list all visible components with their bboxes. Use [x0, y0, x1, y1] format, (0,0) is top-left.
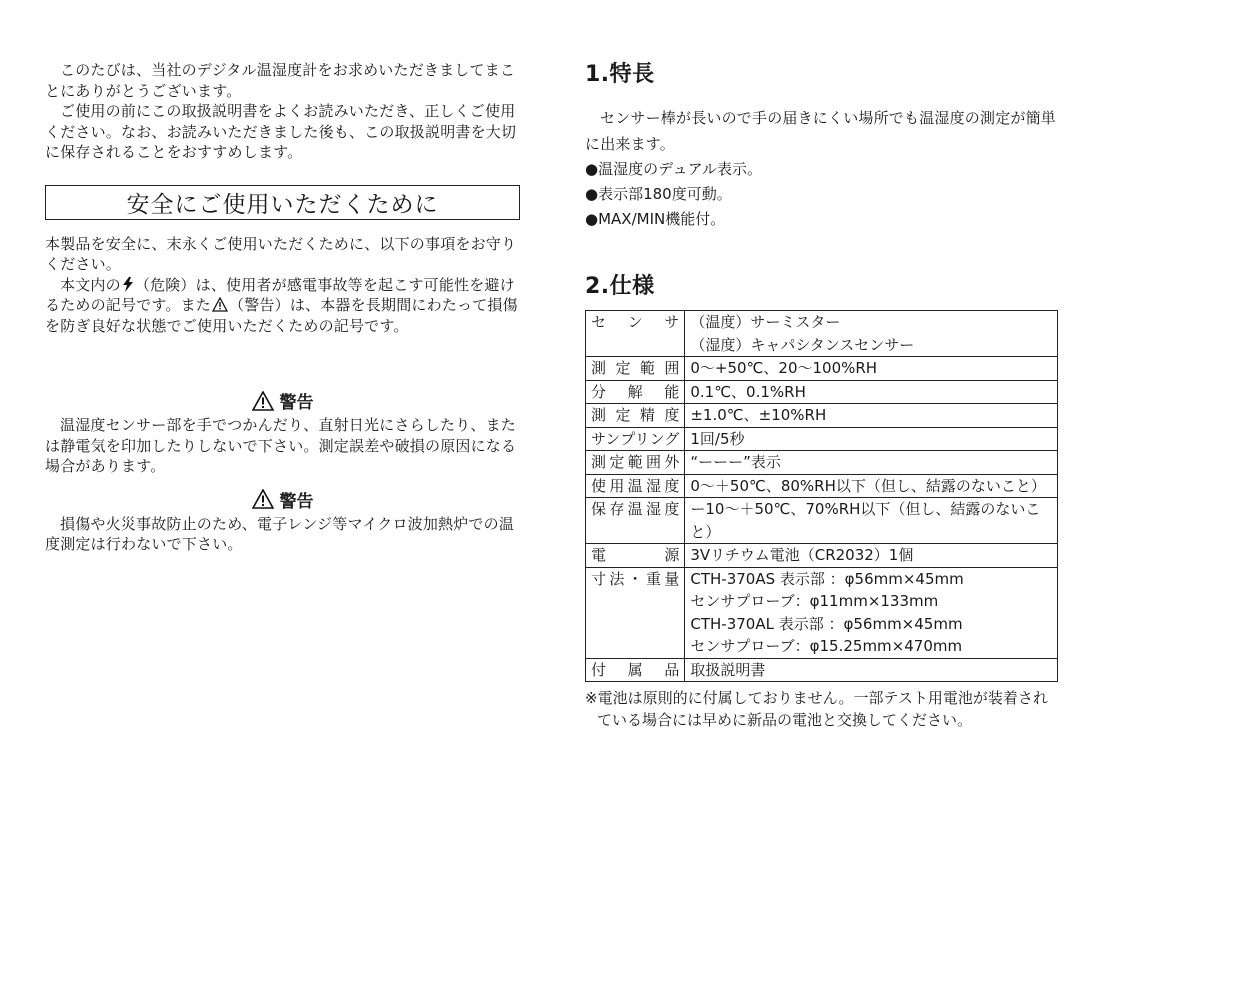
- spec-value-line: ー10〜＋50℃、70%RH以下（但し、結露のないこと）: [690, 500, 1041, 541]
- spec-row: [586, 658, 1058, 682]
- spec-key: 電源: [586, 544, 685, 568]
- spec-value-line: センサプローブ：φ15.25mm×470mm: [690, 637, 963, 655]
- safety-p2-part-c: （警告）は、本器を長期間にわたって損傷を防ぎ良好な状態でご使用いただくための記号です。: [45, 296, 518, 335]
- features-intro: センサー棒が長いので手の届きにくい場所でも温湿度の測定が簡単に出来ます。: [585, 109, 1057, 153]
- lightning-icon: [122, 277, 134, 292]
- feature-bullet: ●MAX/MIN機能付。: [585, 210, 726, 228]
- spec-row: [586, 311, 1058, 357]
- spec-value: [685, 474, 1058, 498]
- warning-block-2: [45, 487, 520, 555]
- spec-key: 付属品: [586, 658, 685, 682]
- spec-key: サンプリング: [586, 427, 685, 451]
- specs-heading: 2.仕様: [585, 274, 655, 299]
- spec-value-line: （湿度）キャパシタンスセンサー: [690, 335, 915, 354]
- safety-paragraph-1: 本製品を安全に、末永くご使用いただくために、以下の事項をお守りください。: [45, 234, 517, 273]
- spec-key: 測定精度: [586, 404, 685, 428]
- spec-value-line: 0〜+50℃、20〜100%RH: [690, 359, 878, 377]
- spec-key: 保存温湿度: [586, 498, 685, 544]
- spec-row: [586, 404, 1058, 428]
- warning-block-1: [45, 388, 520, 477]
- spec-value: [685, 567, 1058, 658]
- spec-value-line: 取扱説明書: [690, 660, 766, 679]
- safety-p2-part-b: （危険）は、使用者が感電事故等を起こす可能性を避けるための記号です。また: [45, 275, 515, 314]
- warning-triangle-icon: [212, 297, 228, 312]
- spec-row: [586, 357, 1058, 381]
- warning-triangle-icon: [252, 391, 274, 411]
- intro-paragraph-2: ご使用の前にこの取扱説明書をよくお読みいただき、正しくご使用ください。なお、お読みいただきました後も、この取扱説明書を大切に保存されることをおすすめします。: [45, 102, 517, 161]
- spec-row: [586, 498, 1058, 544]
- warning-label-2: 警告: [279, 491, 314, 512]
- safety-section: [45, 234, 520, 337]
- spec-row: [586, 427, 1058, 451]
- spec-value: [685, 311, 1058, 357]
- safety-paragraph-2: [45, 275, 520, 337]
- spec-value-line: 3Vリチウム電池（CR2032）1個: [690, 546, 914, 564]
- left-column: [45, 60, 520, 555]
- warning-heading-1: [45, 388, 520, 413]
- spec-row: [586, 380, 1058, 404]
- battery-note-line-2: ている場合には早めに新品の電池と交換してください。: [597, 710, 973, 729]
- spec-key: センサ: [586, 311, 685, 357]
- spec-key: 測定範囲外: [586, 451, 685, 475]
- spec-value-line: ±1.0℃、±10%RH: [690, 406, 827, 424]
- warning-triangle-icon: [252, 489, 274, 509]
- spec-value: [685, 658, 1058, 682]
- features-section: [585, 105, 1060, 232]
- safety-title: 安全にご使用いただくために: [126, 191, 439, 218]
- spec-value-line: CTH-370AS 表示部 ：φ56mm×45mm: [690, 569, 964, 588]
- spec-row: [586, 544, 1058, 568]
- intro-paragraph-1: このたびは、当社のデジタル温湿度計をお求めいただきましてまことにありがとうございます。: [45, 61, 516, 100]
- spec-key: 寸法・重量: [586, 567, 685, 658]
- spec-value: [685, 498, 1058, 544]
- spec-row: [586, 567, 1058, 658]
- features-heading: 1.特長: [585, 62, 655, 87]
- battery-note-line-1: ※電池は原則的に付属しておりません。一部テスト用電池が装着され: [585, 689, 1048, 707]
- warning-label-1: 警告: [279, 393, 314, 413]
- battery-note: [585, 688, 1060, 731]
- spec-key: 分解能: [586, 380, 685, 404]
- feature-bullet: ●表示部180度可動。: [585, 185, 732, 203]
- safety-title-box: [45, 185, 520, 220]
- spec-value: [685, 427, 1058, 451]
- spec-table: [585, 310, 1058, 682]
- spec-value-line: 0.1℃、0.1%RH: [690, 382, 806, 401]
- spec-row: [586, 474, 1058, 498]
- warning-text-2: 損傷や火災事故防止のため、電子レンジ等マイクロ波加熱炉での温度測定は行わないで下さい。: [45, 514, 515, 553]
- warning-text-1: 温湿度センサー部を手でつかんだり、直射日光にさらしたり、または静電気を印加したりしないで下さい。測定誤差や破損の原因になる場合があります。: [45, 416, 517, 475]
- right-column: [585, 60, 1060, 731]
- feature-bullet: ●温湿度のデュアル表示。: [585, 160, 763, 178]
- spec-value-line: 0〜＋50℃、80%RH以下（但し、結露のないこと）: [690, 476, 1046, 495]
- spec-value-line: 1回/5秒: [690, 429, 745, 448]
- spec-value: [685, 544, 1058, 568]
- spec-key: 測定範囲: [586, 357, 685, 381]
- spec-value: [685, 451, 1058, 475]
- spec-value: [685, 404, 1058, 428]
- spec-value: [685, 357, 1058, 381]
- spec-value-line: センサプローブ：φ11mm×133mm: [690, 592, 939, 610]
- spec-value: [685, 380, 1058, 404]
- safety-p2-part-a: 本文内の: [60, 275, 121, 294]
- spec-key: 使用温湿度: [586, 474, 685, 498]
- spec-value-line: CTH-370AL 表示部 ：φ56mm×45mm: [690, 614, 963, 633]
- spec-value-line: “ーーー”表示: [690, 453, 781, 471]
- spec-row: [586, 451, 1058, 475]
- spec-value-line: （温度）サーミスター: [690, 313, 841, 331]
- warning-heading-2: [45, 487, 520, 512]
